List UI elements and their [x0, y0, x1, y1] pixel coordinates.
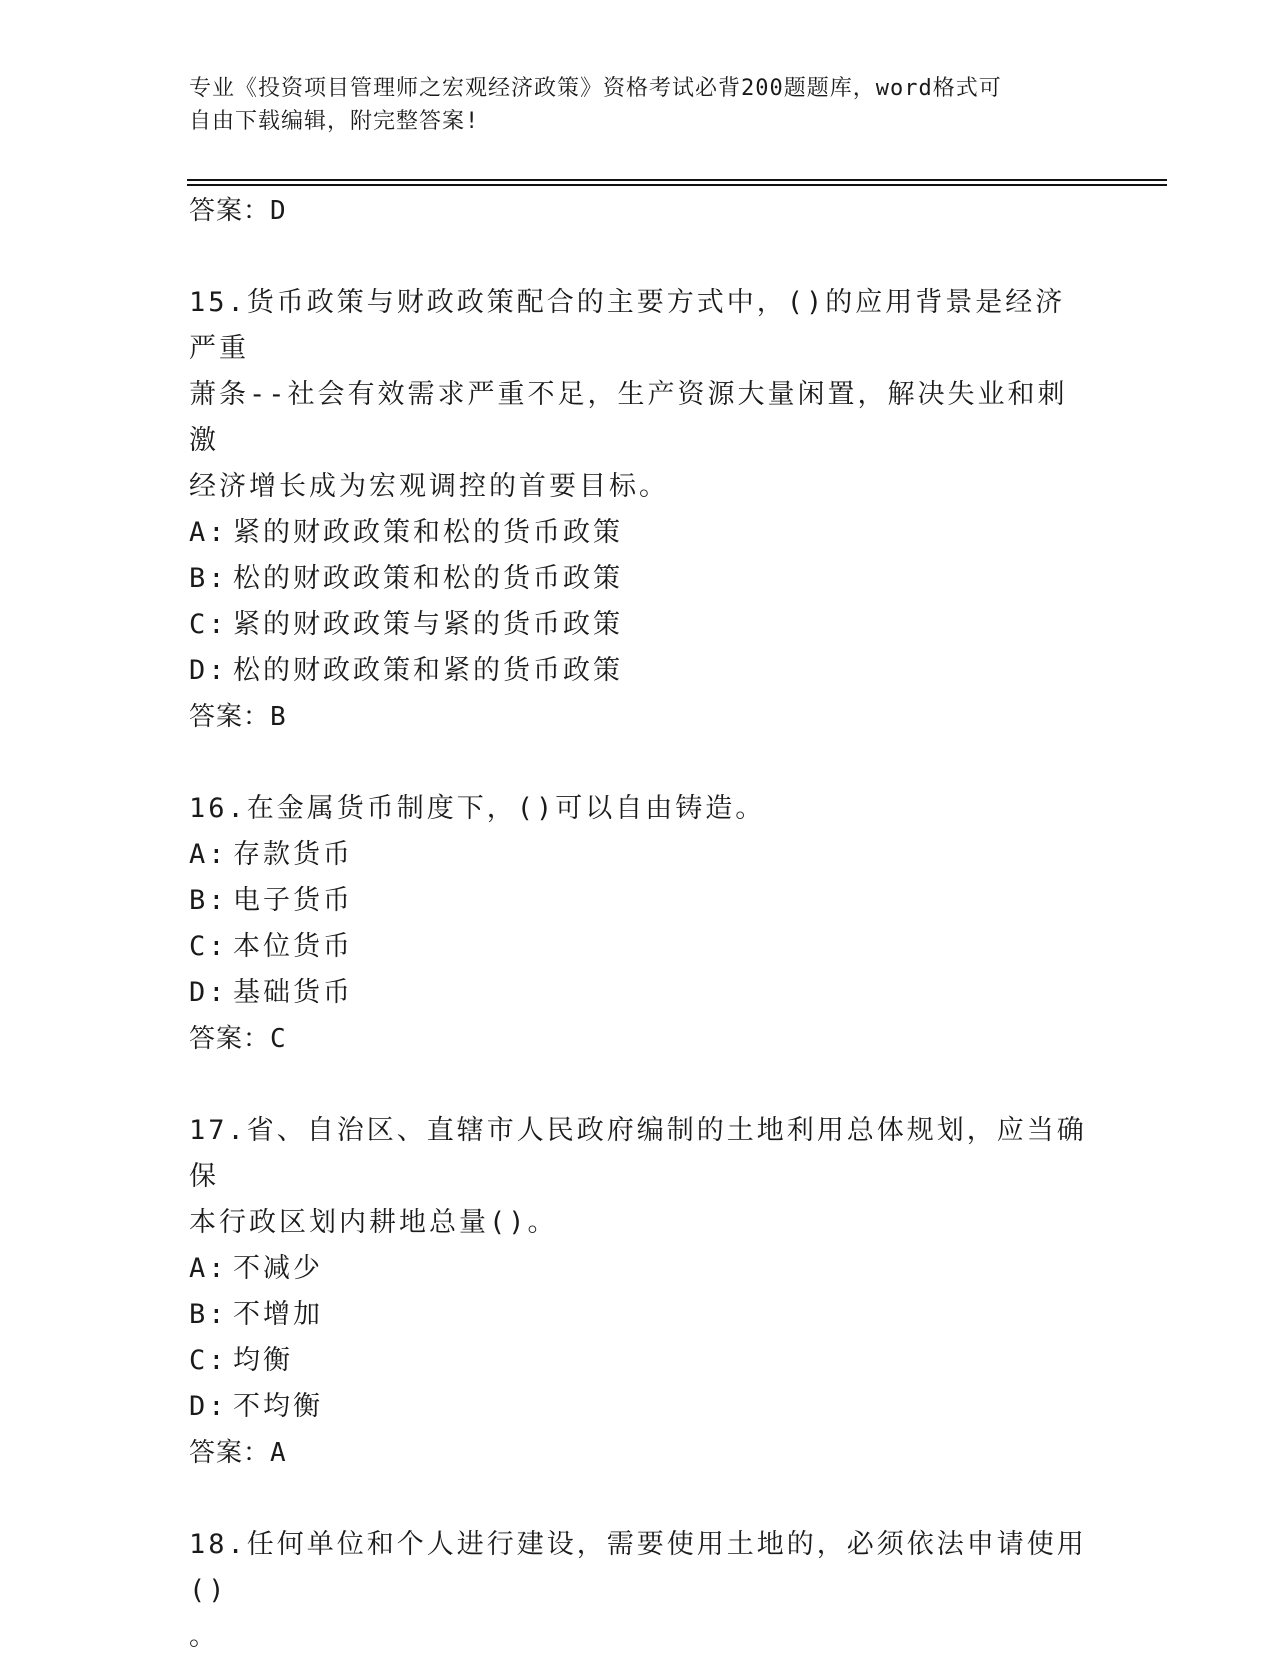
option-c — [189, 924, 1089, 970]
option-a — [189, 832, 1089, 878]
option-b — [189, 878, 1089, 924]
option-text: 不均衡 — [233, 1391, 323, 1422]
option-text: 松的财政政策和松的货币政策 — [233, 563, 623, 594]
option-c — [189, 1338, 1089, 1384]
spacer — [189, 1062, 1089, 1108]
answer-label: 答案：D — [189, 196, 287, 226]
option-c — [189, 602, 1089, 648]
question-text-line: 18.任何单位和个人进行建设，需要使用土地的，必须依法申请使用() — [189, 1529, 1087, 1606]
question-block — [189, 786, 1089, 1062]
option-text: 基础货币 — [233, 977, 353, 1008]
header-line-2: 自由下载编辑，附完整答案! — [189, 109, 480, 134]
question-block — [189, 1108, 1089, 1476]
spacer — [189, 234, 1089, 280]
question-block — [189, 280, 1089, 740]
option-d — [189, 1384, 1089, 1430]
answer-label: 答案：A — [189, 1438, 287, 1468]
option-b — [189, 1292, 1089, 1338]
option-text: 不增加 — [233, 1299, 323, 1330]
option-key: D: — [189, 977, 228, 1008]
header-divider-bottom — [187, 184, 1167, 186]
question-text-line: 本行政区划内耕地总量()。 — [189, 1207, 558, 1238]
question-text-line: 萧条--社会有效需求严重不足，生产资源大量闲置，解决失业和刺激 — [189, 379, 1068, 456]
question-text-line: 16.在金属货币制度下，()可以自由铸造。 — [189, 793, 766, 824]
option-text: 不减少 — [233, 1253, 323, 1284]
option-key: D: — [189, 655, 228, 686]
question-list — [189, 188, 1089, 1660]
option-text: 紧的财政政策和松的货币政策 — [233, 517, 623, 548]
option-text: 紧的财政政策与紧的货币政策 — [233, 609, 623, 640]
header-divider-top — [187, 179, 1167, 181]
option-key: C: — [189, 931, 228, 962]
option-key: B: — [189, 563, 228, 594]
answer-label: 答案：C — [189, 1024, 287, 1054]
option-d — [189, 648, 1089, 694]
answer-label: 答案：B — [189, 702, 287, 732]
header-line-1: 专业《投资项目管理师之宏观经济政策》资格考试必背200题题库，word格式可 — [189, 76, 1002, 101]
option-key: A: — [189, 839, 228, 870]
question-text-line: 15.货币政策与财政政策配合的主要方式中，()的应用背景是经济严重 — [189, 287, 1066, 364]
option-d — [189, 970, 1089, 1016]
option-key: A: — [189, 517, 228, 548]
option-text: 存款货币 — [233, 839, 353, 870]
option-key: C: — [189, 1345, 228, 1376]
option-text: 电子货币 — [233, 885, 353, 916]
question-text-line: 经济增长成为宏观调控的首要目标。 — [189, 471, 669, 502]
option-text: 均衡 — [233, 1345, 293, 1376]
option-text: 本位货币 — [233, 931, 353, 962]
spacer — [189, 1476, 1089, 1522]
question-block — [189, 1522, 1089, 1660]
option-text: 松的财政政策和紧的货币政策 — [233, 655, 623, 686]
document-header — [189, 72, 1089, 138]
question-text-line: 。 — [189, 1621, 219, 1652]
option-b — [189, 556, 1089, 602]
option-a — [189, 510, 1089, 556]
option-a — [189, 1246, 1089, 1292]
option-key: B: — [189, 1299, 228, 1330]
option-key: D: — [189, 1391, 228, 1422]
option-key: A: — [189, 1253, 228, 1284]
spacer — [189, 740, 1089, 786]
option-key: C: — [189, 609, 228, 640]
option-key: B: — [189, 885, 228, 916]
question-text-line: 17.省、自治区、直辖市人民政府编制的土地利用总体规划，应当确保 — [189, 1115, 1087, 1192]
